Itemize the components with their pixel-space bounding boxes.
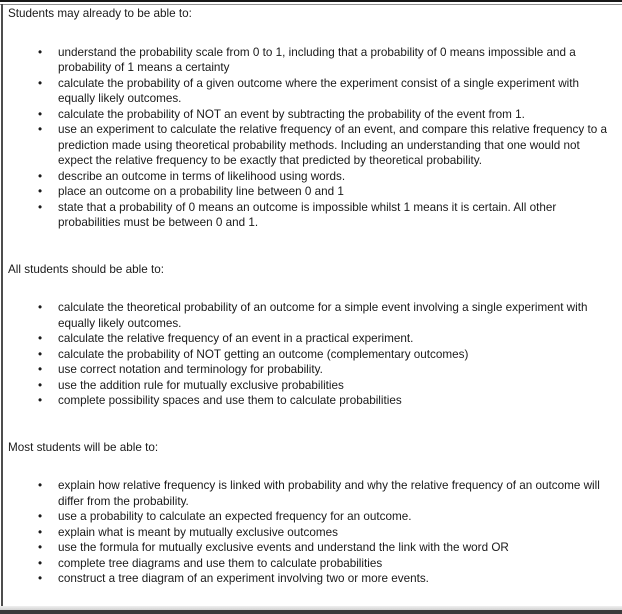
list-item-text: calculate the probability of a given outcome where the experiment consist of a single experiment with equally likely outcomes. (58, 76, 580, 105)
bullet-icon: • (38, 541, 43, 554)
bullet-icon: • (38, 572, 43, 585)
list-item-text: describe an outcome in terms of likelihood using words. (58, 169, 346, 183)
list-item-text: explain what is meant by mutually exclusive outcomes (58, 525, 338, 539)
bullet-icon: • (38, 301, 43, 314)
bullet-icon: • (38, 363, 43, 376)
list-item (7, 378, 608, 394)
list-item (7, 540, 608, 556)
section-heading: Students may already to be able to: (8, 7, 192, 20)
list-item-text: use a probability to calculate an expected frequency for an outcome. (58, 510, 412, 523)
bullet-icon: • (38, 169, 43, 183)
section-heading: All students should be able to: (8, 262, 164, 276)
list-item (7, 331, 608, 347)
list-item (7, 362, 608, 378)
list-item-text: explain how relative frequency is linked with probability and why the relative frequency of an outcome will differ from the probability. (58, 479, 600, 508)
list-item (7, 45, 608, 76)
section-heading: Most students will be able to: (8, 440, 159, 454)
list-item-text: calculate the probability of NOT getting an outcome (complementary outcomes) (58, 347, 469, 361)
bullet-icon: • (38, 332, 43, 345)
list-item-text: use an experiment to calculate the relative frequency of an event, and compare this relative frequency to a prediction made using theoretical probability methods. Including an understanding that one would not expect the relative frequency to be exactly that predicted by theoretical probability. (58, 123, 607, 167)
list-item-text: use the addition rule for mutually exclusive probabilities (58, 378, 344, 392)
bullet-icon: • (38, 347, 43, 361)
bullet-list (7, 478, 608, 587)
list-item (7, 169, 608, 185)
bullet-icon: • (38, 45, 43, 59)
bullet-icon: • (38, 479, 43, 492)
page-bottom-border (0, 610, 622, 614)
bullet-icon: • (38, 123, 43, 136)
bullet-list (7, 45, 608, 231)
list-item (7, 122, 608, 169)
cell-left-border (1, 4, 3, 606)
objectives-section (7, 440, 608, 587)
objectives-section (7, 262, 608, 409)
list-item (7, 393, 608, 409)
document-content (7, 6, 608, 587)
list-item-text: calculate the relative frequency of an event in a practical experiment. (58, 332, 414, 345)
list-item (7, 556, 608, 572)
list-item (7, 525, 608, 541)
bullet-icon: • (38, 510, 43, 523)
bullet-icon: • (38, 378, 43, 392)
list-item-text: place an outcome on a probability line between 0 and 1 (58, 185, 344, 198)
list-item (7, 300, 608, 331)
list-item (7, 76, 608, 107)
list-item-text: construct a tree diagram of an experiment involving two or more events. (58, 572, 429, 585)
list-item-text: state that a probability of 0 means an outcome is impossible whilst 1 means it is certain. All other probabilities must be between 0 and 1. (58, 200, 557, 229)
bullet-icon: • (38, 525, 43, 539)
list-item-text: complete tree diagrams and use them to calculate probabilities (58, 556, 383, 570)
list-item (7, 347, 608, 363)
list-item-text: understand the probability scale from 0 to 1, including that a probability of 0 means impossible and a probability of 1 means a certainty (58, 45, 576, 74)
list-item (7, 200, 608, 231)
list-item-text: use correct notation and terminology for probability. (58, 363, 323, 376)
bullet-icon: • (38, 107, 43, 121)
bullet-icon: • (38, 76, 43, 90)
list-item (7, 478, 608, 509)
list-item (7, 107, 608, 123)
cell-top-border (0, 4, 622, 5)
objectives-section (7, 6, 608, 231)
list-item-text: complete possibility spaces and use them to calculate probabilities (58, 394, 402, 407)
list-item-text: calculate the theoretical probability of an outcome for a simple event involving a single experiment with equally likely outcomes. (58, 301, 588, 330)
bullet-icon: • (38, 185, 43, 198)
list-item (7, 184, 608, 200)
list-item-text: use the formula for mutually exclusive events and understand the link with the word OR (58, 541, 509, 554)
bullet-icon: • (38, 200, 43, 214)
bullet-icon: • (38, 394, 43, 407)
list-item-text: calculate the probability of NOT an event by subtracting the probability of the event from 1. (58, 107, 525, 121)
page-top-border (0, 0, 622, 2)
list-item (7, 571, 608, 587)
bullet-icon: • (38, 556, 43, 570)
bullet-list (7, 300, 608, 409)
list-item (7, 509, 608, 525)
